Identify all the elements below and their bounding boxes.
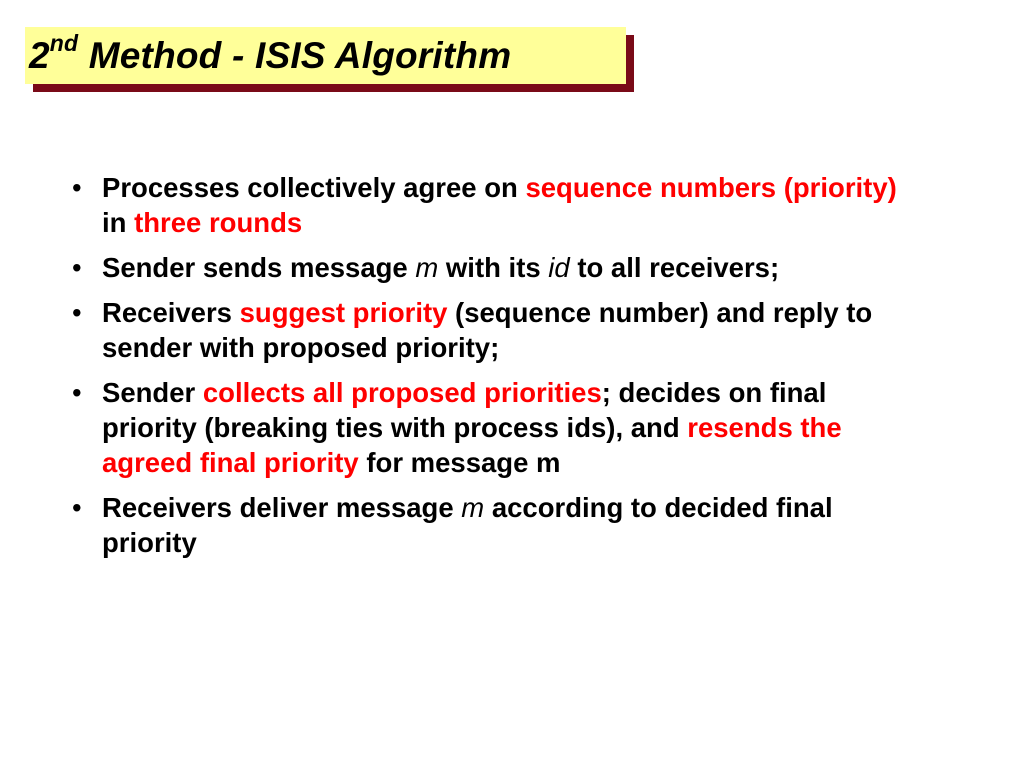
- title-ordinal-number: 2: [29, 34, 50, 76]
- text-segment: to all receivers;: [569, 252, 780, 283]
- highlight-segment: three rounds: [134, 207, 303, 238]
- bullet-text: [102, 172, 897, 238]
- bullet-dot: •: [72, 377, 82, 408]
- bullet-dot: •: [72, 492, 82, 523]
- text-segment: for message m: [358, 447, 561, 478]
- highlight-segment: sequence numbers (priority): [525, 172, 897, 203]
- bullet-item: [72, 170, 922, 240]
- text-segment: Receivers deliver message: [102, 492, 462, 523]
- bullet-item: [72, 250, 922, 285]
- highlight-segment: resends the agreed final priority: [102, 412, 842, 478]
- text-segment: with its: [438, 252, 549, 283]
- bullet-list: [72, 170, 922, 570]
- bullet-item: [72, 490, 922, 560]
- text-segment: Processes collectively agree on: [102, 172, 526, 203]
- highlight-segment: suggest priority: [239, 297, 448, 328]
- italic-segment: id: [548, 252, 570, 283]
- title-main-text: Method - ISIS Algorithm: [78, 34, 512, 76]
- text-segment: Receivers: [102, 297, 240, 328]
- text-segment: (sequence number) and reply to sender with proposed priority;: [102, 297, 873, 363]
- bullet-dot: •: [72, 297, 82, 328]
- bullet-text: [102, 297, 872, 363]
- italic-segment: m: [461, 492, 485, 523]
- title-box: [25, 27, 626, 84]
- text-segment: according to decided final priority: [102, 492, 833, 558]
- text-segment: in: [102, 207, 135, 238]
- title-ordinal-suffix: nd: [49, 30, 79, 57]
- bullet-item: [72, 295, 922, 365]
- title-text: [29, 30, 512, 77]
- bullet-dot: •: [72, 252, 82, 283]
- bullet-dot: •: [72, 172, 82, 203]
- highlight-segment: collects all proposed priorities: [202, 377, 602, 408]
- slide-title: [25, 27, 626, 84]
- text-segment: Sender: [102, 377, 203, 408]
- text-segment: Sender sends message: [102, 252, 416, 283]
- text-segment: ; decides on final priority (breaking ties with process ids), and: [102, 377, 827, 443]
- italic-segment: m: [415, 252, 439, 283]
- bullet-item: [72, 375, 922, 480]
- bullet-text: [102, 492, 833, 558]
- bullet-text: [102, 377, 842, 478]
- bullet-text: [102, 252, 779, 283]
